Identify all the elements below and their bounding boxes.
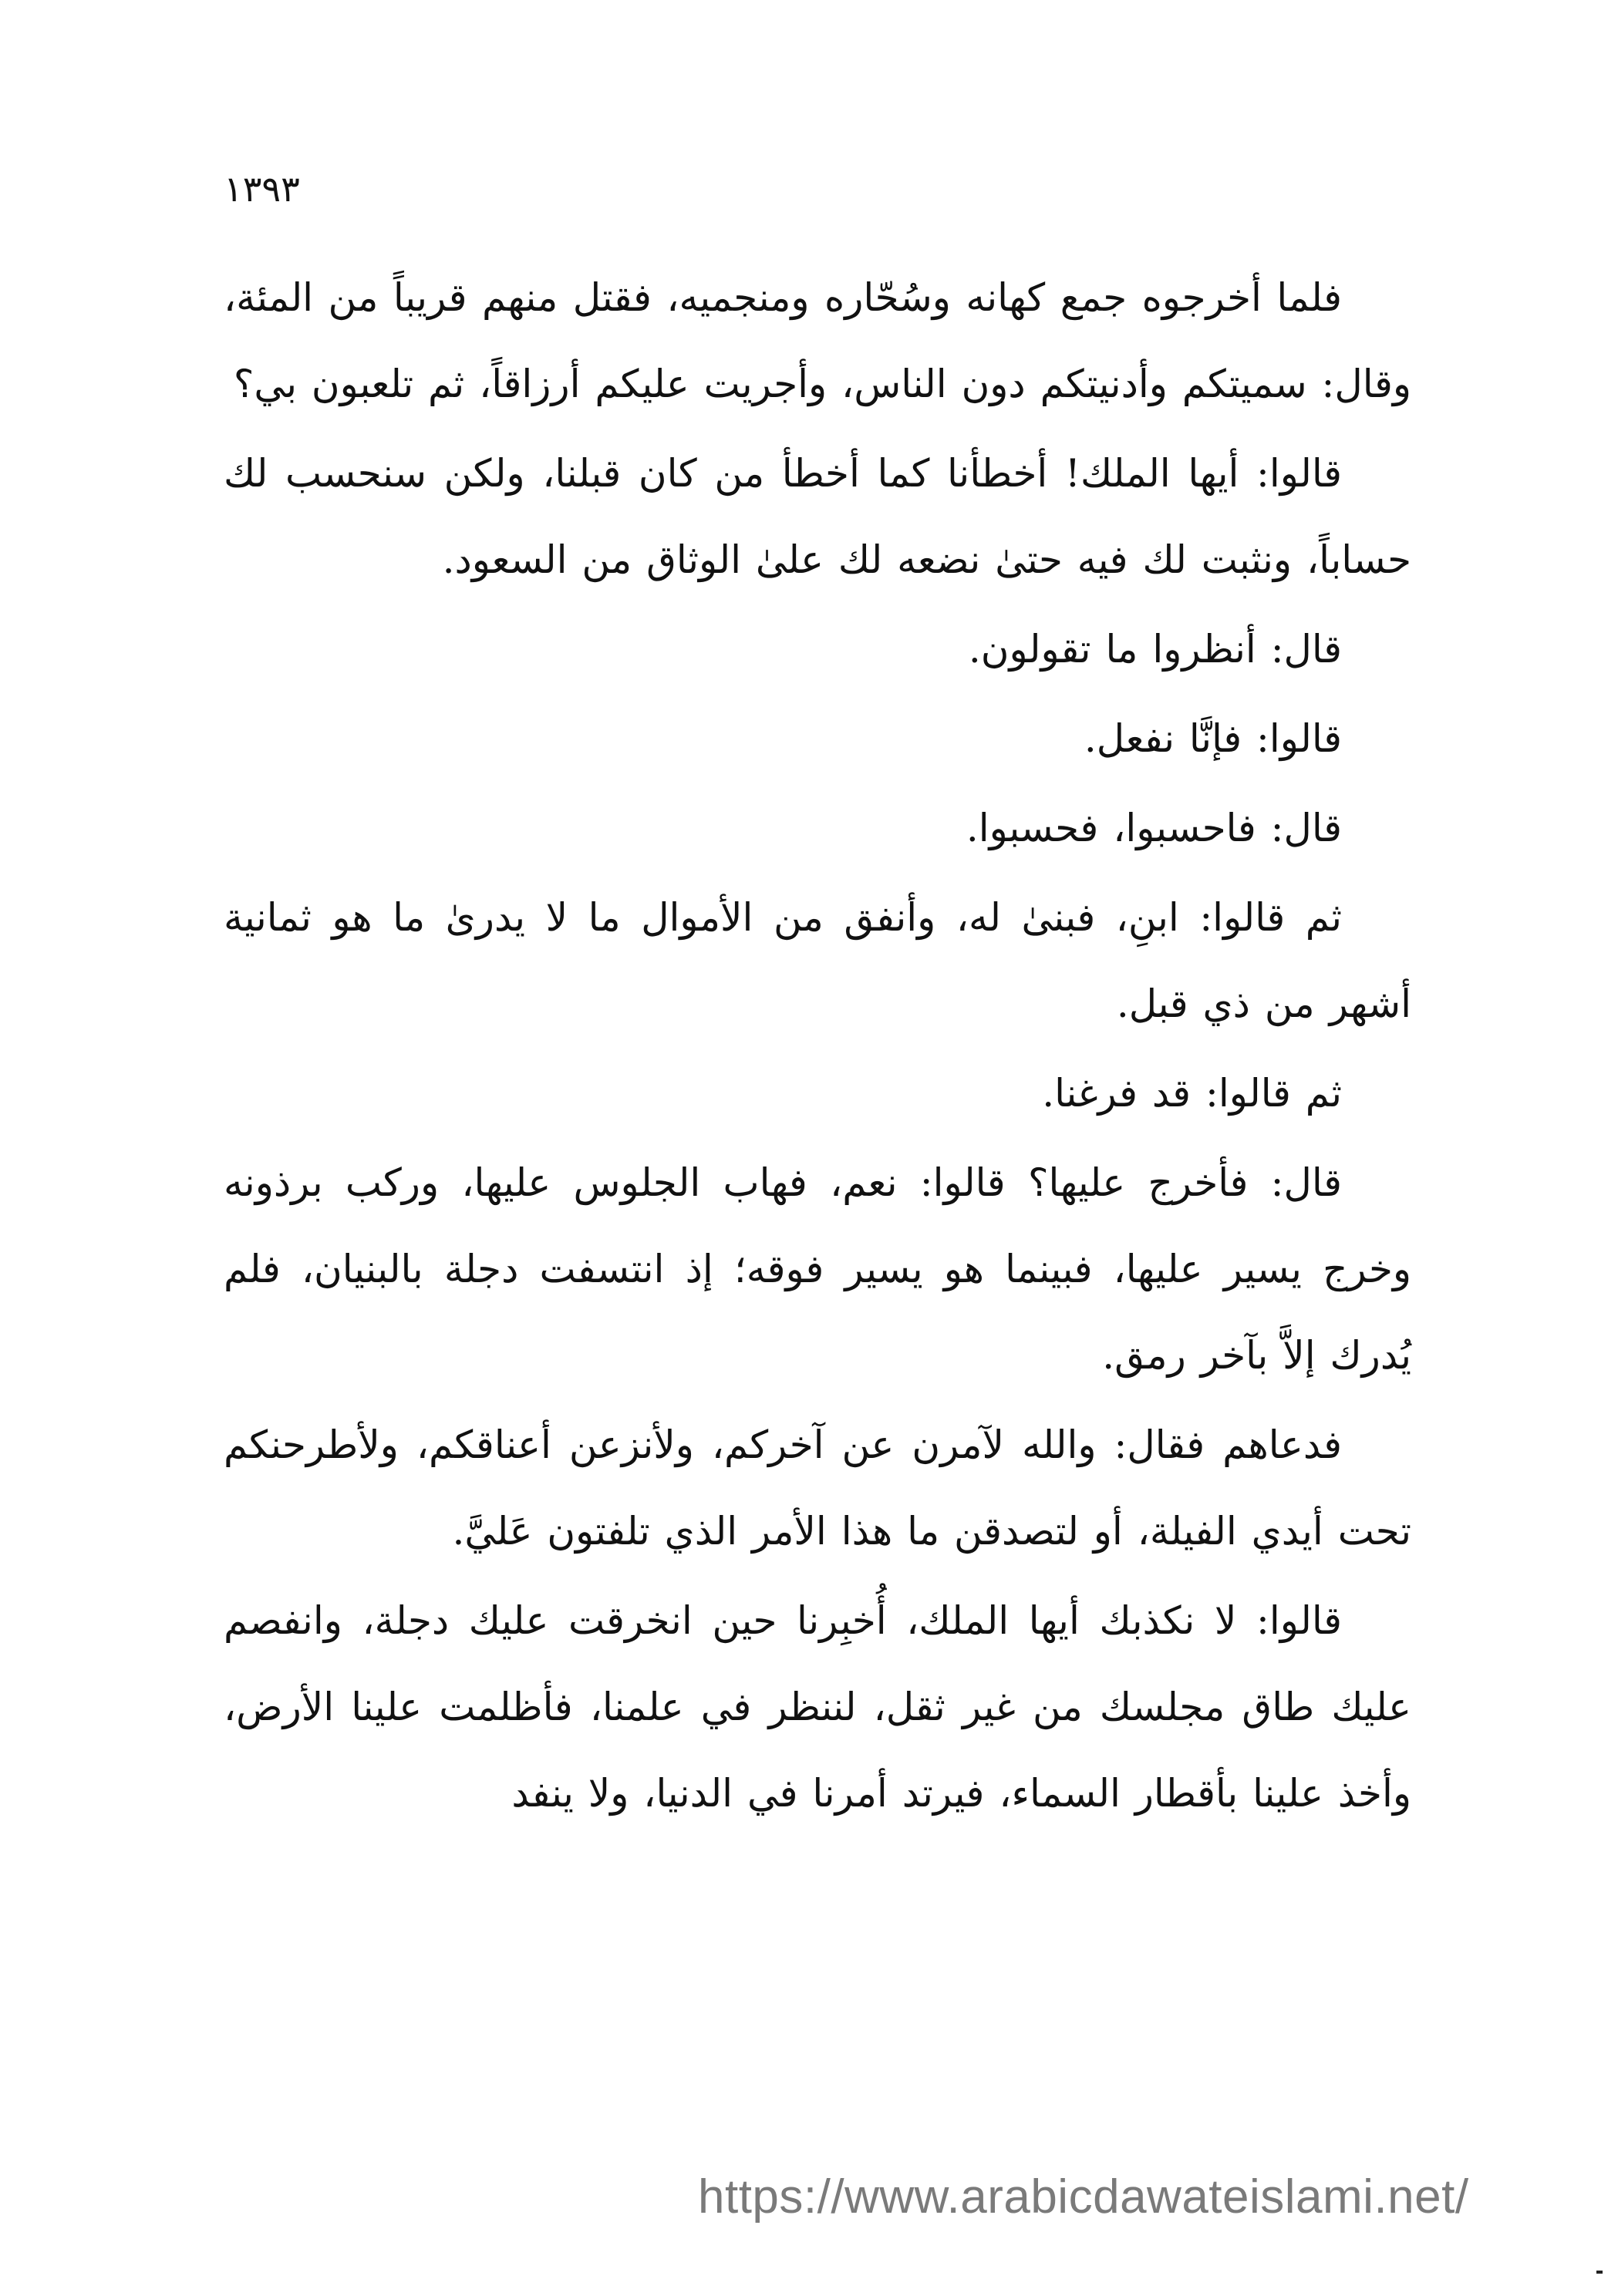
- website-watermark: https://www.arabicdawateislami.net/: [698, 2170, 1469, 2224]
- paragraph: ثم قالوا: ابنِ، فبنىٰ له، وأنفق من الأموال ما لا يدرىٰ ما هو ثمانية أشهر من ذي قبل.: [224, 895, 1411, 1026]
- paragraph: قالوا: لا نكذبك أيها الملك، أُخبِرنا حين انخرقت عليك دجلة، وانفصم عليك طاق مجلسك من غير ثقل، لننظر في علمنا، فأظلمت علينا الأرض، وأخذ علينا بأقطار السماء، فيرتد أمرنا في الدنيا، ولا ينفد: [224, 1598, 1411, 1816]
- paragraph: فدعاهم فقال: والله لآمرن عن آخركم، ولأنزعن أعناقكم، ولأطرحنكم تحت أيدي الفيلة، أو لتصدقن ما هذا الأمر الذي تلفتون عَليَّ.: [224, 1422, 1411, 1554]
- paragraph: قال: فأخرج عليها؟ قالوا: نعم، فهاب الجلوس عليها، وركب برذونه وخرج يسير عليها، فبينما هو يسير فوقه؛ إذ انتسفت دجلة بالبنيان، فلم يُدرك إلاَّ بآخر رمق.: [224, 1160, 1411, 1378]
- paragraph: قالوا: أيها الملك! أخطأنا كما أخطأ من كان قبلنا، ولكن سنحسب لك حساباً، ونثبت لك فيه حتىٰ نضعه لك علىٰ الوثاق من السعود.: [224, 451, 1411, 582]
- paragraph: قال: أنظروا ما تقولون.: [968, 627, 1342, 672]
- paragraph: فلما أخرجوه جمع كهانه وسُحّاره ومنجميه، فقتل منهم قريباً من المئة، وقال: سميتكم وأدنيتكم دون الناس، وأجريت عليكم أرزاقاً، ثم تلعبون بي؟: [224, 275, 1411, 406]
- page-number: ١٣٩٣: [224, 168, 300, 210]
- body-text: [224, 254, 1411, 1840]
- paragraph: قالوا: فإنَّا نفعل.: [1084, 716, 1342, 761]
- scan-artifact: [1596, 2271, 1603, 2274]
- paragraph: قال: فاحسبوا، فحسبوا.: [966, 806, 1342, 850]
- paragraph: ثم قالوا: قد فرغنا.: [1042, 1071, 1342, 1116]
